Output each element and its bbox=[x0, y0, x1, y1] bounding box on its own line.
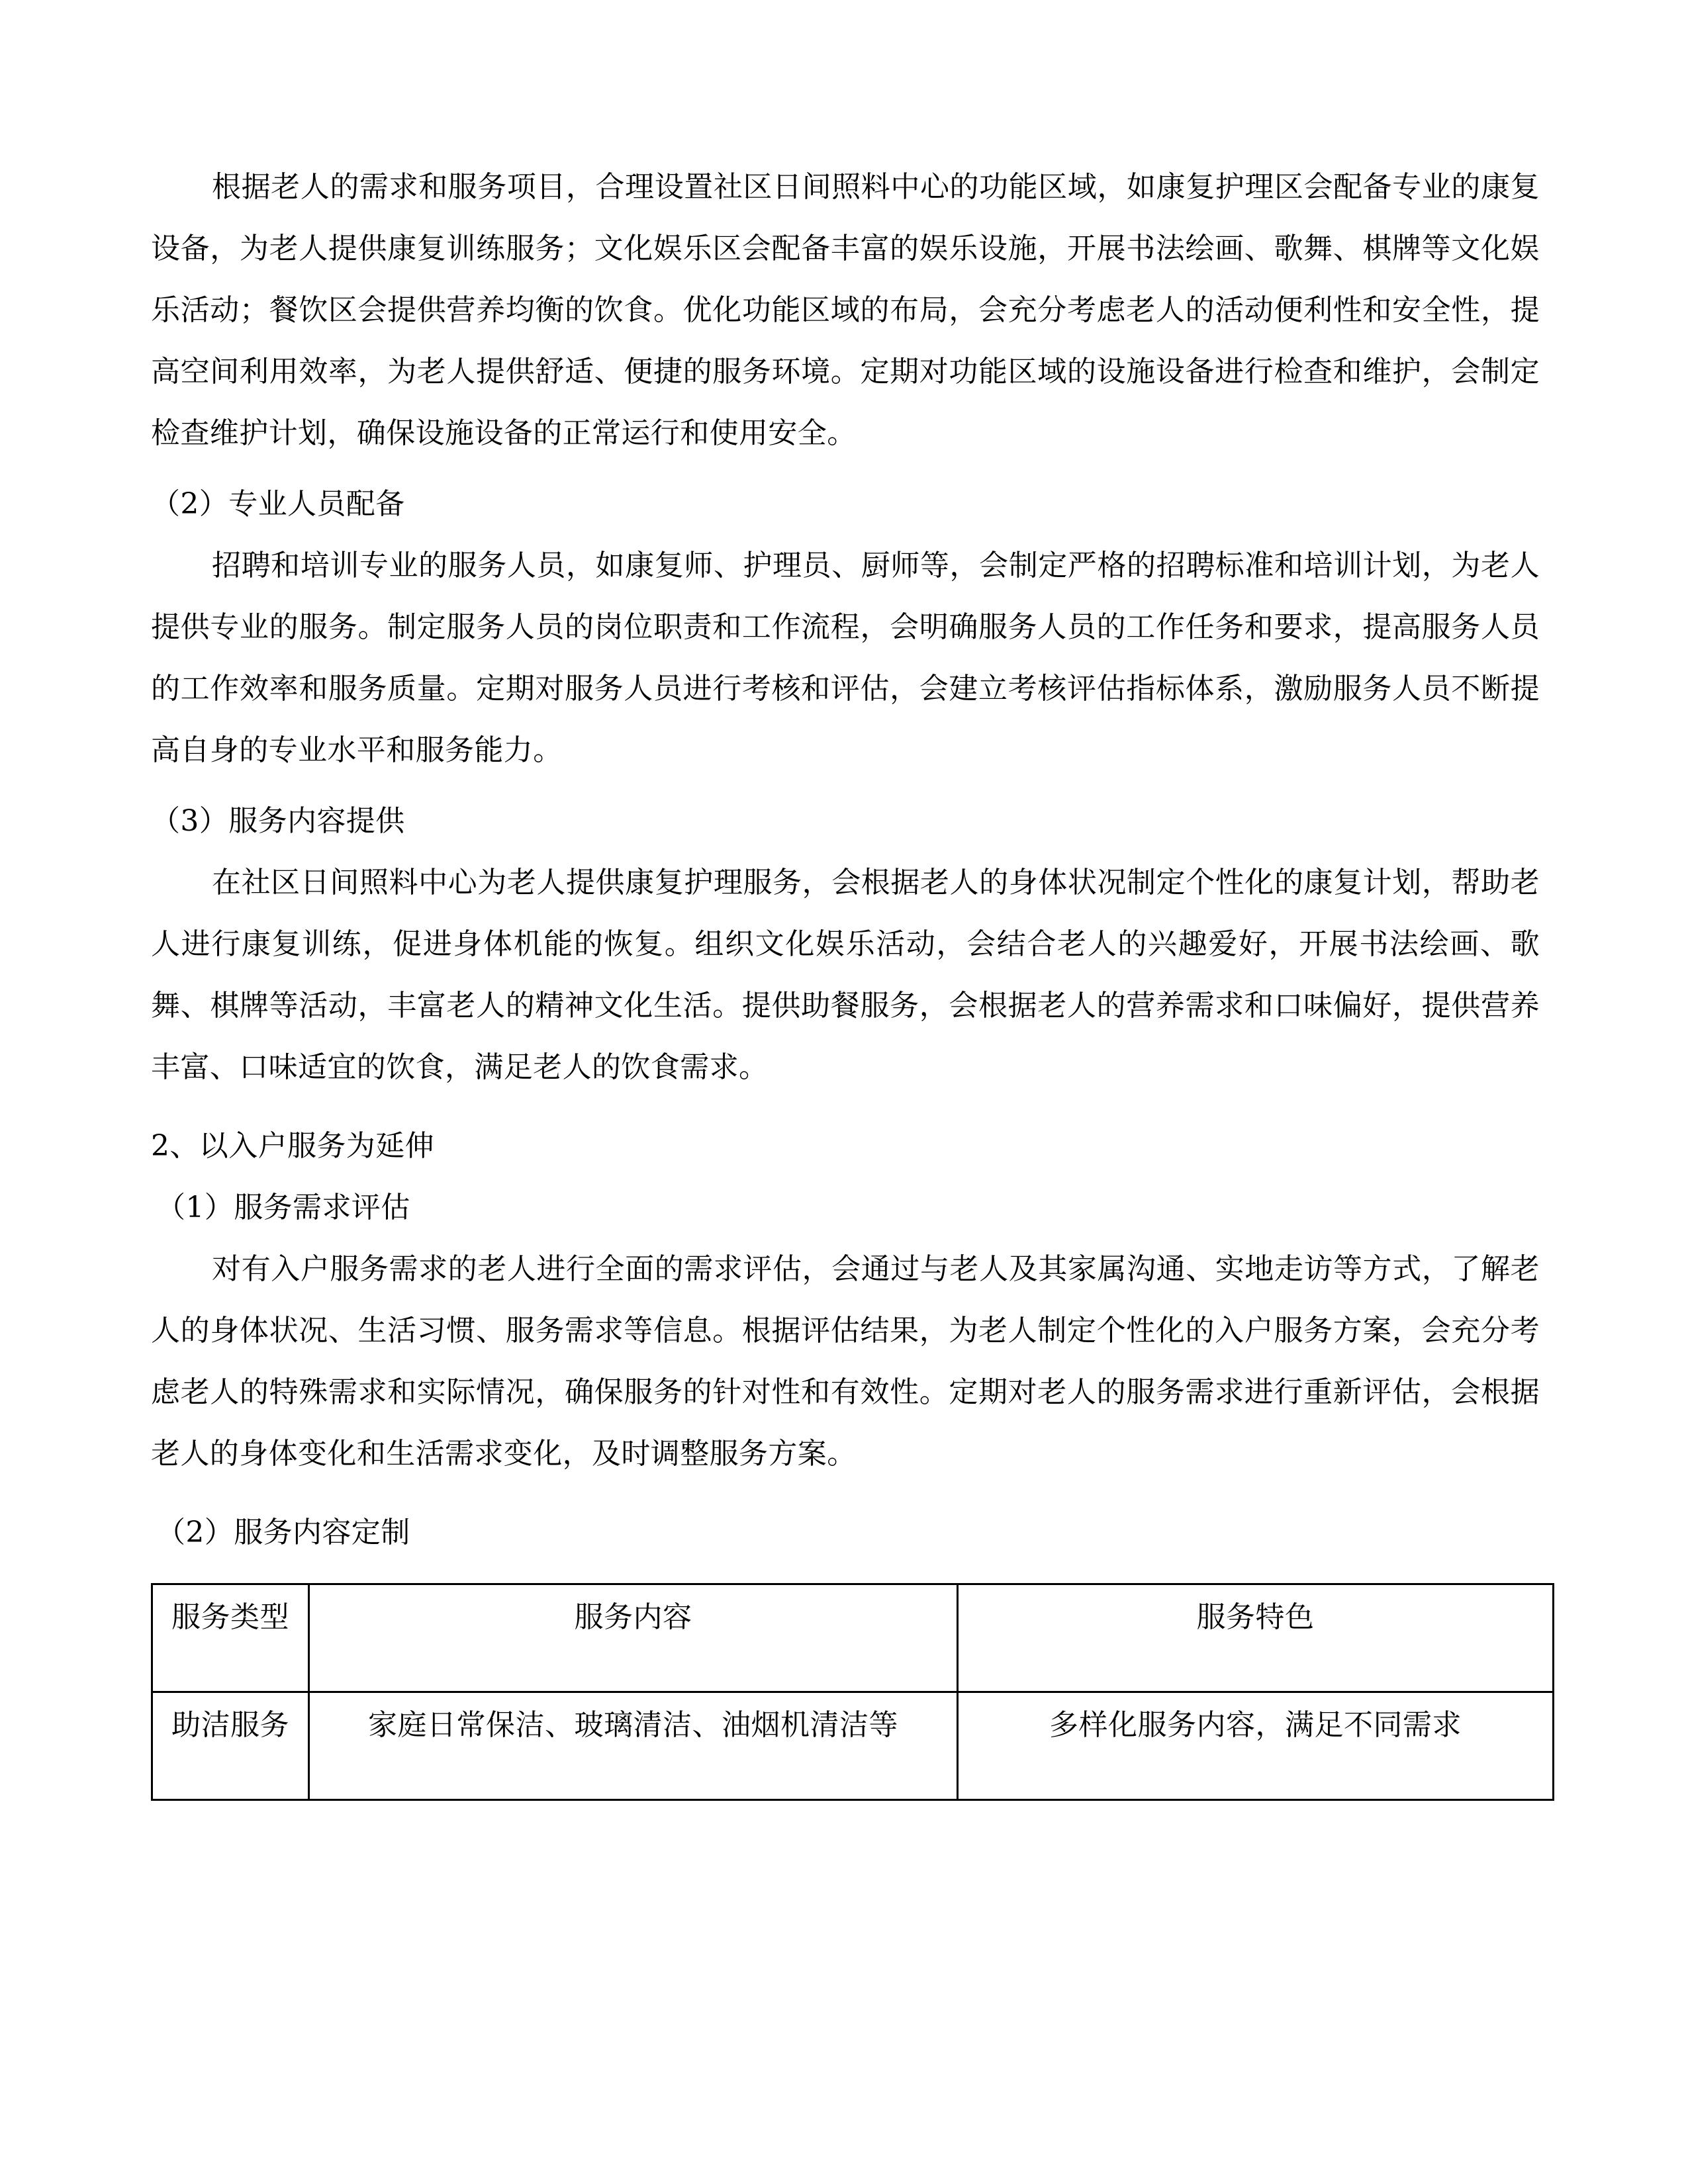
spacer bbox=[151, 1484, 1540, 1502]
paragraph-service-demand-assessment: 对有入户服务需求的老人进行全面的需求评估，会通过与老人及其家属沟通、实地走访等方式，了解老人的身体状况、生活习惯、服务需求等信息。根据评估结果，为老人制定个性化的入户服务方案，会充分考虑老人的特殊需求和实际情况，确保服务的针对性和有效性。定期对老人的服务需求进行重新评估，会根据老人的身体变化和生活需求变化，及时调整服务方案。 bbox=[151, 1252, 1540, 1471]
heading-professional-staffing: （2）专业人员配备 bbox=[151, 487, 405, 521]
paragraph-professional-staffing: 招聘和培训专业的服务人员，如康复师、护理员、厨师等，会制定严格的招聘标准和培训计划，为老人提供专业的服务。制定服务人员的岗位职责和工作流程，会明确服务人员的工作任务和要求，提高服务人员的工作效率和服务质量。定期对服务人员进行考核和评估，会建立考核评估指标体系，激励服务人员不断提高自身的专业水平和服务能力。 bbox=[151, 549, 1540, 767]
heading-service-content-customization: （2）服务内容定制 bbox=[156, 1516, 410, 1549]
table-cell-service-feature: 多样化服务内容，满足不同需求 bbox=[958, 1692, 1554, 1800]
table-cell-service-type: 助洁服务 bbox=[152, 1692, 309, 1800]
paragraph-functional-zones: 根据老人的需求和服务项目，合理设置社区日间照料中心的功能区域，如康复护理区会配备专业的康复设备，为老人提供康复训练服务；文化娱乐区会配备丰富的娱乐设施，开展书法绘画、歌舞、棋牌等文化娱乐活动；餐饮区会提供营养均衡的饮食。优化功能区域的布局，会充分考虑老人的活动便利性和安全性，提高空间利用效率，为老人提供舒适、便捷的服务环境。定期对功能区域的设施设备进行检查和维护，会制定检查维护计划，确保设施设备的正常运行和使用安全。 bbox=[151, 170, 1540, 450]
table-header-service-feature: 服务特色 bbox=[958, 1584, 1554, 1692]
spacer bbox=[151, 464, 1540, 473]
table-header-service-content: 服务内容 bbox=[309, 1584, 958, 1692]
table-header-service-type: 服务类型 bbox=[152, 1584, 309, 1692]
paragraph-service-content-provision: 在社区日间照料中心为老人提供康复护理服务，会根据老人的身体状况制定个性化的康复计划，帮助老人进行康复训练，促进身体机能的恢复。组织文化娱乐活动，会结合老人的兴趣爱好，开展书法绘画、歌舞、棋牌等活动，丰富老人的精神文化生活。提供助餐服务，会根据老人的营养需求和口味偏好，提供营养丰富、口味适宜的饮食，满足老人的饮食需求。 bbox=[151, 866, 1540, 1084]
heading-service-demand-assessment: （1）服务需求评估 bbox=[156, 1191, 410, 1224]
heading-service-content-provision: （3）服务内容提供 bbox=[151, 804, 405, 838]
service-table bbox=[151, 1583, 1554, 1801]
table-row bbox=[152, 1692, 1554, 1800]
heading-home-visit-extension: 2、以入户服务为延伸 bbox=[151, 1129, 434, 1163]
table-header-row bbox=[152, 1584, 1554, 1692]
document-body bbox=[151, 156, 1540, 1801]
spacer bbox=[151, 781, 1540, 790]
service-table-wrapper bbox=[151, 1583, 1540, 1801]
spacer bbox=[151, 1098, 1540, 1115]
table-cell-service-content: 家庭日常保洁、玻璃清洁、油烟机清洁等 bbox=[309, 1692, 958, 1800]
